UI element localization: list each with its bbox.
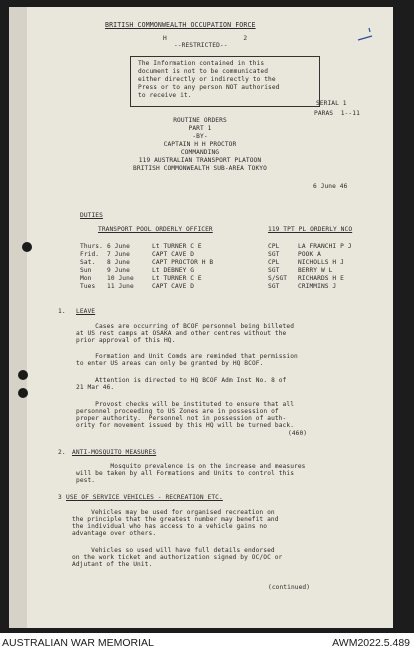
duty-officer: Lt TURNER C E [152, 243, 202, 250]
section-title-leave: LEAVE [76, 308, 96, 315]
duties-heading: DUTIES [80, 212, 103, 219]
duty-nco-rank: SGT [268, 267, 280, 274]
occupation-force-heading: BRITISH COMMONWEALTH OCCUPATION FORCE [105, 21, 256, 29]
duty-nco: NICHOLLS H J [298, 259, 344, 266]
duty-date: 11 June [107, 283, 134, 290]
binding-strip [9, 7, 27, 628]
punch-hole [18, 370, 28, 380]
duty-nco: BERRY W L [298, 267, 333, 274]
duty-date: 6 June [107, 243, 130, 250]
restricted-marking: --RESTRICTED-- [174, 42, 228, 49]
section-title-service-vehicles: USE OF SERVICE VEHICLES - RECREATION ETC. [66, 494, 223, 501]
section-number: 1. [58, 308, 66, 315]
duty-date: 10 June [107, 275, 134, 282]
punch-hole [18, 388, 28, 398]
title-captain: CAPTAIN H H PROCTOR [163, 141, 237, 148]
duty-officer: CAPT CAVE D [152, 251, 195, 258]
section-number: 3 [58, 494, 62, 501]
duty-nco-rank: SGT [268, 283, 280, 290]
leave-paragraph-4: Provost checks will be instituted to ensure that all personnel proceeding to US Zones are in possession of proper authority. Personnel not in possession of auth- ority for movement issued by this HQ will be turned back. [76, 401, 295, 429]
restricted-notice: The Information contained in this document is not to be communicated either directly or indirectly to the Press or to any person NOT authorised to receive it. [138, 60, 280, 99]
title-sub-area: BRITISH COMMONWEALTH SUB-AREA TOKYO [133, 165, 267, 172]
punch-hole [22, 242, 32, 252]
paras-range: PARAS 1--11 [314, 110, 360, 117]
vehicles-paragraph-2: Vehicles so used will have full details endorsed on the work ticket and authorization signed by OC/OC or Adjutant of the Unit. [72, 547, 283, 568]
continued-note: (continued) [268, 584, 311, 591]
section-number: 2. [58, 449, 66, 456]
duty-nco-rank: SGT [268, 251, 280, 258]
title-unit: 119 AUSTRALIAN TRANSPORT PLATOON [138, 157, 262, 164]
duty-officer: CAPT PROCTOR H B [152, 259, 214, 266]
duty-date: 7 June [107, 251, 130, 258]
leave-paragraph-1: Cases are occurring of BCOF personnel being billeted at US rest camps at OSAKA and other centres without the prior approval of this HQ. [76, 323, 295, 344]
footer-accession-number: AWM2022.5.489 [332, 637, 410, 649]
duty-officer: CAPT CAVE D [152, 283, 195, 290]
nco-column-heading: 119 TPT PL ORDERLY NCO [268, 226, 353, 233]
leave-paragraph-3: Attention is directed to HQ BCOF Adm Inst No. 8 of 21 Mar 46. [76, 377, 287, 391]
duty-officer: Lt DEBNEY G [152, 267, 195, 274]
serial-number: SERIAL 1 [316, 100, 347, 107]
leave-paragraph-2: Formation and Unit Comds are reminded that permission to enter US areas can only be granted by HQ BCOF. [76, 353, 298, 367]
title-commanding: COMMANDING [180, 149, 220, 156]
duty-nco-rank: S/SGT [268, 275, 288, 282]
order-date: 6 June 46 [313, 183, 348, 190]
title-part: PART 1 [188, 125, 212, 132]
duty-nco-rank: CPL [268, 243, 280, 250]
section-title-anti-mosquito: ANTI-MOSQUITO MEASURES [72, 449, 157, 456]
page-mark: H 2 [163, 35, 248, 42]
duty-date: 8 June [107, 259, 130, 266]
pen-mark-icon [355, 24, 375, 44]
duty-nco-rank: CPL [268, 259, 280, 266]
duty-nco: RICHARDS H E [298, 275, 344, 282]
duty-day: Thurs. [80, 243, 103, 250]
title-by: -BY- [192, 133, 208, 140]
archive-footer [0, 633, 414, 653]
duty-day: Sat. [80, 259, 96, 266]
vehicles-paragraph-1: Vehicles may be used for organised recreation on the principle that the greatest number may benefit and the individual who has access to a vehicle gains no advantage over others. [72, 509, 279, 537]
duty-day: Frid. [80, 251, 100, 258]
footer-institution: AUSTRALIAN WAR MEMORIAL [2, 637, 154, 649]
title-routine-orders: ROUTINE ORDERS [173, 117, 227, 124]
duty-day: Sun [80, 267, 92, 274]
duty-nco: POOK A [298, 251, 321, 258]
duty-nco: LA FRANCHI P J [298, 243, 352, 250]
duty-officer: Lt TURNER C E [152, 275, 202, 282]
officer-column-heading: TRANSPORT POOL ORDERLY OFFICER [98, 226, 213, 233]
duty-day: Tues [80, 283, 96, 290]
reference-number: (460) [288, 430, 308, 437]
duty-nco: CRIMMINS J [298, 283, 337, 290]
duty-day: Mon [80, 275, 92, 282]
mosquito-paragraph: Mosquito prevalence is on the increase and measures will be taken by all Formations and Units to control this pest. [76, 463, 306, 484]
duty-date: 9 June [107, 267, 130, 274]
